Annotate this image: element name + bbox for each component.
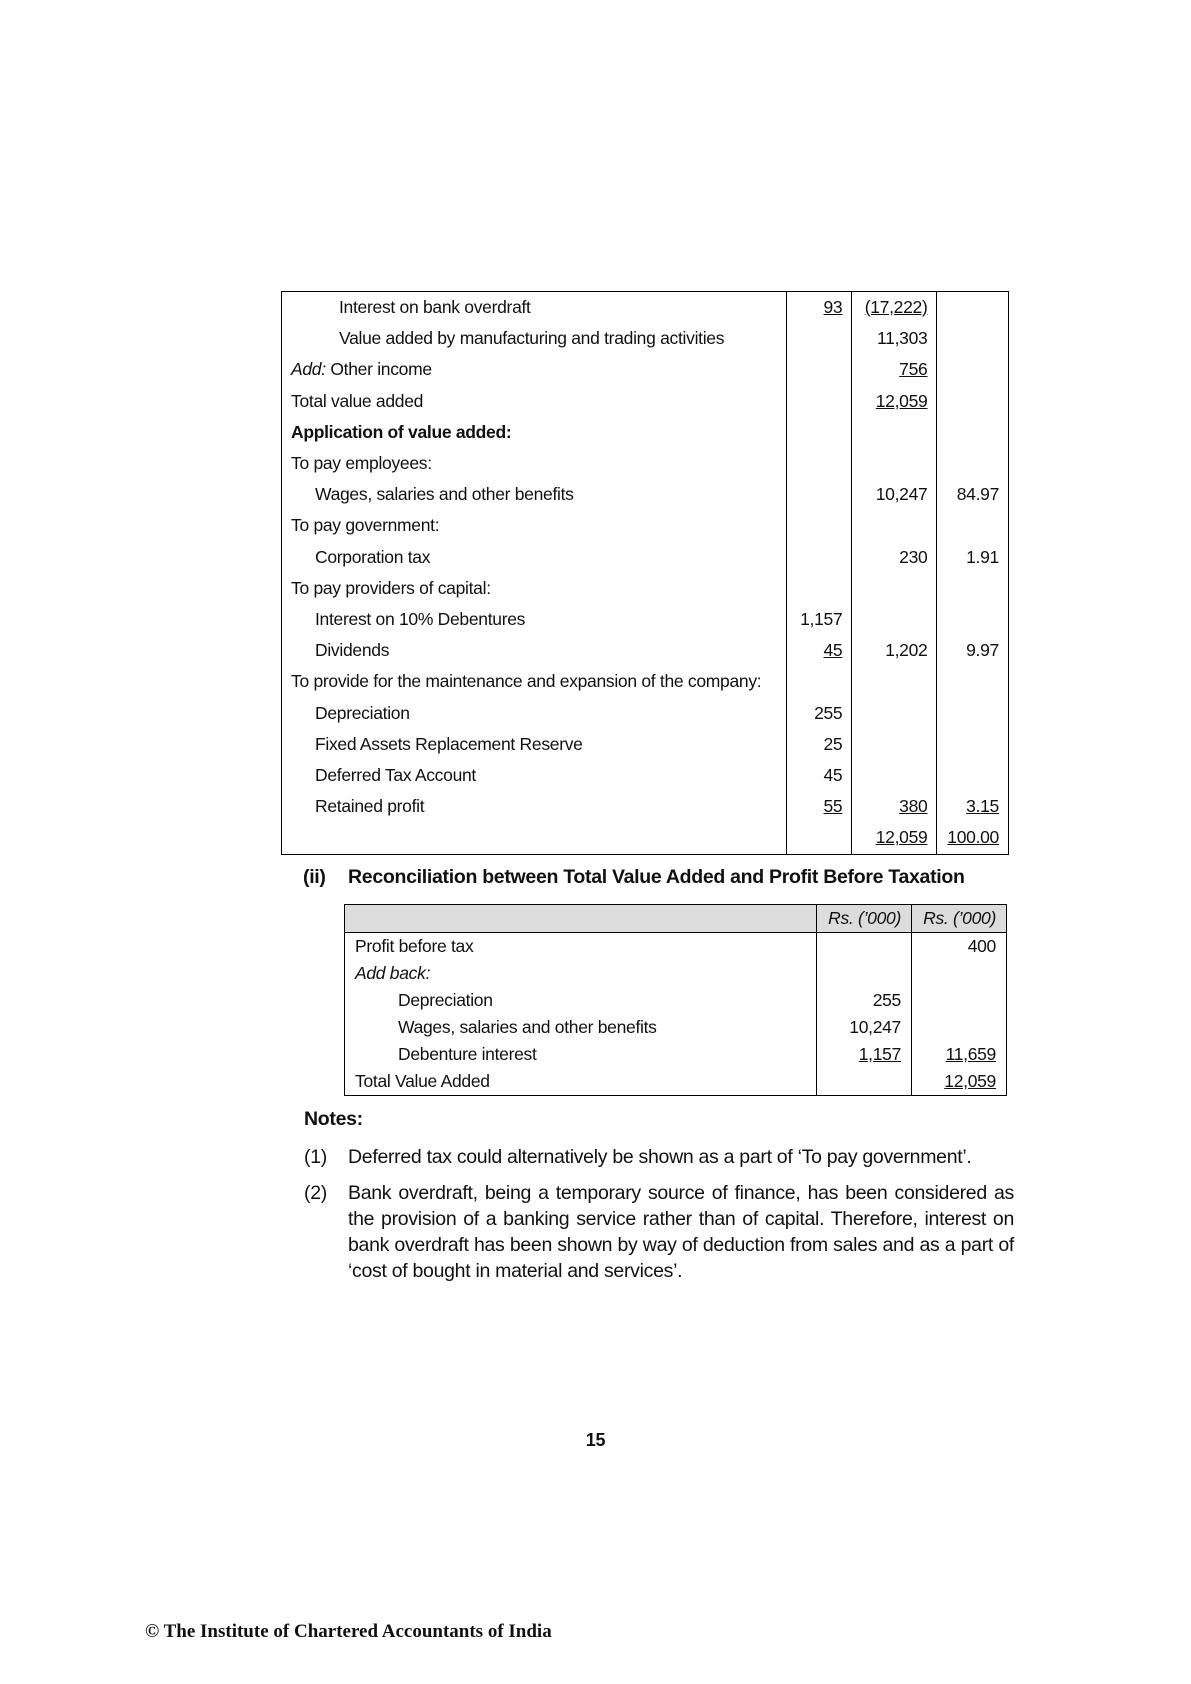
cell-percent: 1.91 (937, 542, 1009, 573)
cell-value: 756 (899, 359, 928, 380)
table-row (282, 542, 1009, 573)
note-number: (2) (304, 1182, 327, 1204)
row-label: Depreciation (345, 987, 817, 1014)
row-label: Deferred Tax Account (282, 760, 787, 791)
cell-percent: 9.97 (937, 635, 1009, 666)
row-label: Interest on bank overdraft (282, 292, 787, 324)
column-header: Rs. (’000) (912, 905, 1007, 933)
cell-value: 11,303 (852, 323, 937, 354)
row-label: Profit before tax (345, 933, 817, 961)
notes-heading: Notes: (304, 1108, 363, 1130)
row-label: Depreciation (282, 698, 787, 729)
section-heading (303, 866, 965, 889)
cell-percent: 84.97 (937, 479, 1009, 510)
table-row (282, 760, 1009, 791)
table-row (282, 292, 1009, 324)
table-header-row (345, 905, 1007, 933)
cell-value: 93 (823, 297, 843, 317)
total-value: 12,059 (944, 1071, 996, 1091)
cell-value: 10,247 (817, 1014, 912, 1041)
note-item (304, 1144, 1014, 1170)
table-row (282, 479, 1009, 510)
table-row (282, 604, 1009, 635)
table-row (282, 386, 1009, 417)
table-row (282, 791, 1009, 822)
cell-value: 400 (912, 933, 1007, 961)
note-number: (1) (304, 1146, 327, 1168)
table-row (282, 666, 1009, 697)
cell-value: 11,659 (945, 1044, 996, 1064)
row-label: Wages, salaries and other benefits (282, 479, 787, 510)
table-row (282, 354, 1009, 385)
cell-value: 25 (786, 729, 851, 760)
table-row (345, 960, 1007, 987)
row-label: Corporation tax (282, 542, 787, 573)
total-percent: 100.00 (947, 827, 999, 848)
total-value: 12,059 (875, 827, 928, 848)
row-label: Other income (325, 359, 432, 380)
row-heading: Application of value added: (282, 417, 787, 448)
table-row (282, 635, 1009, 666)
row-label: Retained profit (282, 791, 787, 822)
table-row (345, 987, 1007, 1014)
cell-value: 55 (823, 796, 843, 817)
cell-value: 10,247 (852, 479, 937, 510)
cell-value: 380 (899, 796, 928, 817)
cell-value: 12,059 (875, 390, 928, 411)
cell-percent: 3.15 (966, 796, 999, 817)
row-label-prefix: Add: (291, 359, 326, 380)
table-row-total (282, 822, 1009, 854)
cell-value: 45 (786, 760, 851, 791)
cell-value: 1,202 (852, 635, 937, 666)
row-label: To pay government: (282, 510, 787, 541)
section-title: Reconciliation between Total Value Added and Profit Before Taxation (348, 866, 965, 888)
footer-copyright: © The Institute of Chartered Accountants of India (145, 1621, 552, 1642)
note-item (304, 1180, 1014, 1284)
section-number: (ii) (303, 866, 326, 888)
row-label: To pay employees: (282, 448, 787, 479)
table-row (345, 1014, 1007, 1041)
table-row (345, 933, 1007, 961)
row-label: Fixed Assets Replacement Reserve (282, 729, 787, 760)
cell-value: 1,157 (786, 604, 851, 635)
cell-value: 255 (786, 698, 851, 729)
table-row (345, 1041, 1007, 1068)
column-header: Rs. (’000) (817, 905, 912, 933)
column-header (345, 905, 817, 933)
cell-value: (17,222) (864, 297, 928, 317)
row-label: Wages, salaries and other benefits (345, 1014, 817, 1041)
row-label: Interest on 10% Debentures (282, 604, 787, 635)
row-label: To pay providers of capital: (282, 573, 787, 604)
table-row (282, 448, 1009, 479)
cell-value: 1,157 (858, 1044, 901, 1064)
table-row (282, 510, 1009, 541)
cell-value: 230 (852, 542, 937, 573)
table-row (282, 698, 1009, 729)
row-label: To provide for the maintenance and expansion of the company: (282, 666, 787, 697)
table-row (282, 573, 1009, 604)
table-row (282, 729, 1009, 760)
value-added-statement-table (281, 291, 1009, 855)
page-number: 15 (585, 1430, 606, 1450)
note-text: Deferred tax could alternatively be shown as a part of ‘To pay government’. (348, 1146, 972, 1168)
row-label: Total Value Added (345, 1068, 817, 1096)
note-text: Bank overdraft, being a temporary source of finance, has been considered as the provision of a banking service rather than of capital. Therefore, interest on bank overdraft has been shown by way of deduction from sales and as a part of ‘cost of bought in material and services’. (348, 1182, 1014, 1282)
cell-value: 45 (823, 640, 843, 661)
cell-value: 255 (817, 987, 912, 1014)
row-label: Dividends (282, 635, 787, 666)
row-label: Debenture interest (345, 1041, 817, 1068)
table-row-total (345, 1068, 1007, 1096)
table-row (282, 323, 1009, 354)
table-row (282, 417, 1009, 448)
reconciliation-table (344, 904, 1007, 1096)
row-label: Total value added (282, 386, 787, 417)
row-label: Add back: (345, 960, 817, 987)
row-label: Value added by manufacturing and trading activities (282, 323, 787, 354)
